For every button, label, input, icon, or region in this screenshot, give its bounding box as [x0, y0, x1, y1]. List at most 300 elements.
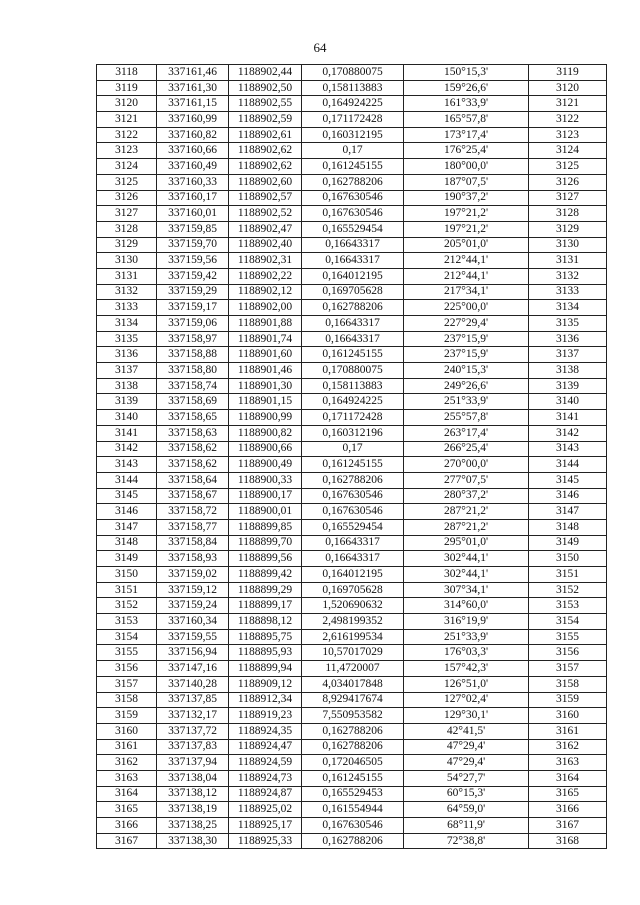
next-point-cell: 3121 [529, 96, 607, 112]
direction-angle-cell: 205°01,0' [404, 237, 529, 253]
x-coordinate-cell: 337158,67 [157, 488, 229, 504]
table-row [97, 347, 607, 363]
y-coordinate-cell: 1188924,47 [229, 739, 302, 755]
distance-cell: 7,550953582 [302, 708, 404, 724]
table-row [97, 629, 607, 645]
coordinates-table [96, 64, 607, 849]
x-coordinate-cell: 337158,65 [157, 410, 229, 426]
y-coordinate-cell: 1188902,44 [229, 65, 302, 81]
point-number-cell: 3123 [97, 143, 157, 159]
y-coordinate-cell: 1188902,22 [229, 268, 302, 284]
x-coordinate-cell: 337137,94 [157, 755, 229, 771]
next-point-cell: 3160 [529, 708, 607, 724]
direction-angle-cell: 197°21,2' [404, 206, 529, 222]
table-row [97, 253, 607, 269]
direction-angle-cell: 127°02,4' [404, 692, 529, 708]
next-point-cell: 3136 [529, 331, 607, 347]
point-number-cell: 3141 [97, 425, 157, 441]
distance-cell: 0,16643317 [302, 551, 404, 567]
y-coordinate-cell: 1188900,17 [229, 488, 302, 504]
table-row [97, 394, 607, 410]
x-coordinate-cell: 337159,56 [157, 253, 229, 269]
table-row [97, 535, 607, 551]
distance-cell: 0,164012195 [302, 268, 404, 284]
y-coordinate-cell: 1188899,85 [229, 519, 302, 535]
direction-angle-cell: 197°21,2' [404, 221, 529, 237]
x-coordinate-cell: 337138,25 [157, 818, 229, 834]
distance-cell: 2,616199534 [302, 629, 404, 645]
point-number-cell: 3125 [97, 174, 157, 190]
next-point-cell: 3146 [529, 488, 607, 504]
direction-angle-cell: 176°03,3' [404, 645, 529, 661]
table-row [97, 833, 607, 849]
direction-angle-cell: 277°07,5' [404, 472, 529, 488]
point-number-cell: 3160 [97, 723, 157, 739]
x-coordinate-cell: 337140,28 [157, 676, 229, 692]
next-point-cell: 3148 [529, 519, 607, 535]
point-number-cell: 3163 [97, 770, 157, 786]
direction-angle-cell: 159°26,6' [404, 80, 529, 96]
point-number-cell: 3146 [97, 504, 157, 520]
y-coordinate-cell: 1188900,99 [229, 410, 302, 426]
distance-cell: 0,162788206 [302, 174, 404, 190]
next-point-cell: 3157 [529, 661, 607, 677]
direction-angle-cell: 225°00,0' [404, 300, 529, 316]
direction-angle-cell: 237°15,9' [404, 347, 529, 363]
point-number-cell: 3152 [97, 598, 157, 614]
direction-angle-cell: 249°26,6' [404, 378, 529, 394]
distance-cell: 0,169705628 [302, 582, 404, 598]
y-coordinate-cell: 1188924,35 [229, 723, 302, 739]
point-number-cell: 3130 [97, 253, 157, 269]
direction-angle-cell: 302°44,1' [404, 567, 529, 583]
next-point-cell: 3159 [529, 692, 607, 708]
x-coordinate-cell: 337161,15 [157, 96, 229, 112]
y-coordinate-cell: 1188909,12 [229, 676, 302, 692]
distance-cell: 0,171172428 [302, 410, 404, 426]
point-number-cell: 3166 [97, 818, 157, 834]
point-number-cell: 3136 [97, 347, 157, 363]
direction-angle-cell: 72°38,8' [404, 833, 529, 849]
direction-angle-cell: 302°44,1' [404, 551, 529, 567]
x-coordinate-cell: 337161,46 [157, 65, 229, 81]
y-coordinate-cell: 1188902,47 [229, 221, 302, 237]
table-row [97, 112, 607, 128]
y-coordinate-cell: 1188900,82 [229, 425, 302, 441]
y-coordinate-cell: 1188902,52 [229, 206, 302, 222]
distance-cell: 0,17 [302, 441, 404, 457]
table-row [97, 425, 607, 441]
table-row [97, 519, 607, 535]
point-number-cell: 3120 [97, 96, 157, 112]
next-point-cell: 3124 [529, 143, 607, 159]
direction-angle-cell: 287°21,2' [404, 504, 529, 520]
distance-cell: 0,164924225 [302, 96, 404, 112]
direction-angle-cell: 314°60,0' [404, 598, 529, 614]
direction-angle-cell: 287°21,2' [404, 519, 529, 535]
y-coordinate-cell: 1188902,00 [229, 300, 302, 316]
table-row [97, 316, 607, 332]
point-number-cell: 3153 [97, 614, 157, 630]
distance-cell: 0,162788206 [302, 723, 404, 739]
distance-cell: 0,160312195 [302, 127, 404, 143]
next-point-cell: 3122 [529, 112, 607, 128]
next-point-cell: 3140 [529, 394, 607, 410]
direction-angle-cell: 295°01,0' [404, 535, 529, 551]
next-point-cell: 3158 [529, 676, 607, 692]
next-point-cell: 3162 [529, 739, 607, 755]
x-coordinate-cell: 337158,74 [157, 378, 229, 394]
x-coordinate-cell: 337158,77 [157, 519, 229, 535]
next-point-cell: 3138 [529, 363, 607, 379]
point-number-cell: 3155 [97, 645, 157, 661]
x-coordinate-cell: 337159,42 [157, 268, 229, 284]
point-number-cell: 3144 [97, 472, 157, 488]
table-row [97, 770, 607, 786]
next-point-cell: 3132 [529, 268, 607, 284]
y-coordinate-cell: 1188924,73 [229, 770, 302, 786]
distance-cell: 0,169705628 [302, 284, 404, 300]
next-point-cell: 3152 [529, 582, 607, 598]
point-number-cell: 3135 [97, 331, 157, 347]
next-point-cell: 3147 [529, 504, 607, 520]
y-coordinate-cell: 1188901,60 [229, 347, 302, 363]
table-row [97, 504, 607, 520]
point-number-cell: 3119 [97, 80, 157, 96]
direction-angle-cell: 54°27,7' [404, 770, 529, 786]
y-coordinate-cell: 1188919,23 [229, 708, 302, 724]
table-row [97, 723, 607, 739]
next-point-cell: 3164 [529, 770, 607, 786]
x-coordinate-cell: 337158,80 [157, 363, 229, 379]
distance-cell: 0,17 [302, 143, 404, 159]
point-number-cell: 3157 [97, 676, 157, 692]
next-point-cell: 3143 [529, 441, 607, 457]
table-row [97, 190, 607, 206]
direction-angle-cell: 212°44,1' [404, 253, 529, 269]
point-number-cell: 3151 [97, 582, 157, 598]
direction-angle-cell: 212°44,1' [404, 268, 529, 284]
table-row [97, 598, 607, 614]
point-number-cell: 3167 [97, 833, 157, 849]
table-row [97, 410, 607, 426]
point-number-cell: 3150 [97, 567, 157, 583]
point-number-cell: 3148 [97, 535, 157, 551]
y-coordinate-cell: 1188902,55 [229, 96, 302, 112]
point-number-cell: 3165 [97, 802, 157, 818]
y-coordinate-cell: 1188899,42 [229, 567, 302, 583]
y-coordinate-cell: 1188902,62 [229, 143, 302, 159]
distance-cell: 10,57017029 [302, 645, 404, 661]
y-coordinate-cell: 1188895,75 [229, 629, 302, 645]
point-number-cell: 3145 [97, 488, 157, 504]
distance-cell: 0,167630546 [302, 818, 404, 834]
y-coordinate-cell: 1188902,31 [229, 253, 302, 269]
coordinates-table-body [97, 65, 607, 849]
direction-angle-cell: 157°42,3' [404, 661, 529, 677]
distance-cell: 0,161554944 [302, 802, 404, 818]
distance-cell: 0,164012195 [302, 567, 404, 583]
y-coordinate-cell: 1188901,30 [229, 378, 302, 394]
table-row [97, 65, 607, 81]
direction-angle-cell: 280°37,2' [404, 488, 529, 504]
y-coordinate-cell: 1188925,17 [229, 818, 302, 834]
x-coordinate-cell: 337138,30 [157, 833, 229, 849]
table-row [97, 363, 607, 379]
x-coordinate-cell: 337158,62 [157, 441, 229, 457]
distance-cell: 0,167630546 [302, 190, 404, 206]
next-point-cell: 3167 [529, 818, 607, 834]
y-coordinate-cell: 1188902,50 [229, 80, 302, 96]
point-number-cell: 3137 [97, 363, 157, 379]
next-point-cell: 3155 [529, 629, 607, 645]
x-coordinate-cell: 337160,82 [157, 127, 229, 143]
table-row [97, 676, 607, 692]
point-number-cell: 3142 [97, 441, 157, 457]
next-point-cell: 3150 [529, 551, 607, 567]
direction-angle-cell: 42°41,5' [404, 723, 529, 739]
next-point-cell: 3126 [529, 174, 607, 190]
page-number: 64 [313, 40, 327, 55]
next-point-cell: 3142 [529, 425, 607, 441]
point-number-cell: 3128 [97, 221, 157, 237]
x-coordinate-cell: 337158,64 [157, 472, 229, 488]
x-coordinate-cell: 337138,04 [157, 770, 229, 786]
x-coordinate-cell: 337159,29 [157, 284, 229, 300]
point-number-cell: 3138 [97, 378, 157, 394]
table-row [97, 755, 607, 771]
y-coordinate-cell: 1188912,34 [229, 692, 302, 708]
distance-cell: 0,162788206 [302, 739, 404, 755]
next-point-cell: 3151 [529, 567, 607, 583]
direction-angle-cell: 173°17,4' [404, 127, 529, 143]
direction-angle-cell: 150°15,3' [404, 65, 529, 81]
distance-cell: 0,171172428 [302, 112, 404, 128]
table-row [97, 127, 607, 143]
distance-cell: 0,165529454 [302, 221, 404, 237]
x-coordinate-cell: 337158,62 [157, 457, 229, 473]
x-coordinate-cell: 337158,93 [157, 551, 229, 567]
point-number-cell: 3156 [97, 661, 157, 677]
direction-angle-cell: 251°33,9' [404, 629, 529, 645]
next-point-cell: 3145 [529, 472, 607, 488]
x-coordinate-cell: 337159,02 [157, 567, 229, 583]
point-number-cell: 3118 [97, 65, 157, 81]
distance-cell: 2,498199352 [302, 614, 404, 630]
point-number-cell: 3121 [97, 112, 157, 128]
x-coordinate-cell: 337159,55 [157, 629, 229, 645]
x-coordinate-cell: 337137,83 [157, 739, 229, 755]
distance-cell: 0,162788206 [302, 833, 404, 849]
x-coordinate-cell: 337160,17 [157, 190, 229, 206]
y-coordinate-cell: 1188899,94 [229, 661, 302, 677]
x-coordinate-cell: 337158,72 [157, 504, 229, 520]
y-coordinate-cell: 1188902,40 [229, 237, 302, 253]
table-row [97, 567, 607, 583]
table-row [97, 268, 607, 284]
direction-angle-cell: 64°59,0' [404, 802, 529, 818]
table-row [97, 96, 607, 112]
distance-cell: 0,161245155 [302, 347, 404, 363]
y-coordinate-cell: 1188895,93 [229, 645, 302, 661]
x-coordinate-cell: 337159,06 [157, 316, 229, 332]
direction-angle-cell: 227°29,4' [404, 316, 529, 332]
table-row [97, 802, 607, 818]
distance-cell: 0,172046505 [302, 755, 404, 771]
point-number-cell: 3131 [97, 268, 157, 284]
table-row [97, 331, 607, 347]
distance-cell: 0,164924225 [302, 394, 404, 410]
table-row [97, 692, 607, 708]
x-coordinate-cell: 337132,17 [157, 708, 229, 724]
y-coordinate-cell: 1188898,12 [229, 614, 302, 630]
y-coordinate-cell: 1188899,70 [229, 535, 302, 551]
point-number-cell: 3140 [97, 410, 157, 426]
x-coordinate-cell: 337158,88 [157, 347, 229, 363]
x-coordinate-cell: 337159,24 [157, 598, 229, 614]
distance-cell: 0,162788206 [302, 300, 404, 316]
x-coordinate-cell: 337156,94 [157, 645, 229, 661]
next-point-cell: 3163 [529, 755, 607, 771]
next-point-cell: 3129 [529, 221, 607, 237]
distance-cell: 0,16643317 [302, 253, 404, 269]
direction-angle-cell: 180°00,0' [404, 159, 529, 175]
distance-cell: 0,170880075 [302, 65, 404, 81]
y-coordinate-cell: 1188902,62 [229, 159, 302, 175]
table-row [97, 786, 607, 802]
table-row [97, 237, 607, 253]
next-point-cell: 3135 [529, 316, 607, 332]
direction-angle-cell: 255°57,8' [404, 410, 529, 426]
table-row [97, 818, 607, 834]
point-number-cell: 3158 [97, 692, 157, 708]
next-point-cell: 3123 [529, 127, 607, 143]
x-coordinate-cell: 337158,84 [157, 535, 229, 551]
direction-angle-cell: 251°33,9' [404, 394, 529, 410]
y-coordinate-cell: 1188924,87 [229, 786, 302, 802]
distance-cell: 0,16643317 [302, 237, 404, 253]
direction-angle-cell: 165°57,8' [404, 112, 529, 128]
direction-angle-cell: 68°11,9' [404, 818, 529, 834]
direction-angle-cell: 217°34,1' [404, 284, 529, 300]
table-row [97, 582, 607, 598]
y-coordinate-cell: 1188902,59 [229, 112, 302, 128]
y-coordinate-cell: 1188899,56 [229, 551, 302, 567]
next-point-cell: 3119 [529, 65, 607, 81]
next-point-cell: 3120 [529, 80, 607, 96]
direction-angle-cell: 263°17,4' [404, 425, 529, 441]
direction-angle-cell: 266°25,4' [404, 441, 529, 457]
distance-cell: 0,167630546 [302, 488, 404, 504]
next-point-cell: 3131 [529, 253, 607, 269]
distance-cell: 0,167630546 [302, 206, 404, 222]
y-coordinate-cell: 1188900,33 [229, 472, 302, 488]
next-point-cell: 3161 [529, 723, 607, 739]
direction-angle-cell: 126°51,0' [404, 676, 529, 692]
distance-cell: 0,158113883 [302, 378, 404, 394]
distance-cell: 0,161245155 [302, 457, 404, 473]
next-point-cell: 3137 [529, 347, 607, 363]
y-coordinate-cell: 1188899,17 [229, 598, 302, 614]
point-number-cell: 3129 [97, 237, 157, 253]
x-coordinate-cell: 337138,19 [157, 802, 229, 818]
next-point-cell: 3149 [529, 535, 607, 551]
distance-cell: 0,165529454 [302, 519, 404, 535]
point-number-cell: 3162 [97, 755, 157, 771]
direction-angle-cell: 47°29,4' [404, 755, 529, 771]
next-point-cell: 3134 [529, 300, 607, 316]
x-coordinate-cell: 337160,49 [157, 159, 229, 175]
x-coordinate-cell: 337147,16 [157, 661, 229, 677]
direction-angle-cell: 176°25,4' [404, 143, 529, 159]
next-point-cell: 3153 [529, 598, 607, 614]
y-coordinate-cell: 1188901,15 [229, 394, 302, 410]
point-number-cell: 3124 [97, 159, 157, 175]
table-row [97, 488, 607, 504]
direction-angle-cell: 240°15,3' [404, 363, 529, 379]
y-coordinate-cell: 1188924,59 [229, 755, 302, 771]
point-number-cell: 3132 [97, 284, 157, 300]
distance-cell: 0,167630546 [302, 504, 404, 520]
table-row [97, 739, 607, 755]
table-row [97, 143, 607, 159]
point-number-cell: 3139 [97, 394, 157, 410]
point-number-cell: 3133 [97, 300, 157, 316]
y-coordinate-cell: 1188901,74 [229, 331, 302, 347]
y-coordinate-cell: 1188902,60 [229, 174, 302, 190]
y-coordinate-cell: 1188925,33 [229, 833, 302, 849]
distance-cell: 4,034017848 [302, 676, 404, 692]
table-row [97, 378, 607, 394]
distance-cell: 1,520690632 [302, 598, 404, 614]
point-number-cell: 3147 [97, 519, 157, 535]
next-point-cell: 3127 [529, 190, 607, 206]
x-coordinate-cell: 337158,69 [157, 394, 229, 410]
x-coordinate-cell: 337159,85 [157, 221, 229, 237]
distance-cell: 0,170880075 [302, 363, 404, 379]
distance-cell: 8,929417674 [302, 692, 404, 708]
point-number-cell: 3149 [97, 551, 157, 567]
direction-angle-cell: 60°15,3' [404, 786, 529, 802]
direction-angle-cell: 316°19,9' [404, 614, 529, 630]
distance-cell: 0,16643317 [302, 535, 404, 551]
point-number-cell: 3126 [97, 190, 157, 206]
x-coordinate-cell: 337160,66 [157, 143, 229, 159]
table-row [97, 300, 607, 316]
distance-cell: 0,165529453 [302, 786, 404, 802]
table-row [97, 221, 607, 237]
y-coordinate-cell: 1188900,66 [229, 441, 302, 457]
x-coordinate-cell: 337158,63 [157, 425, 229, 441]
table-row [97, 206, 607, 222]
next-point-cell: 3154 [529, 614, 607, 630]
table-row [97, 441, 607, 457]
x-coordinate-cell: 337160,33 [157, 174, 229, 190]
table-row [97, 472, 607, 488]
next-point-cell: 3168 [529, 833, 607, 849]
y-coordinate-cell: 1188900,01 [229, 504, 302, 520]
y-coordinate-cell: 1188899,29 [229, 582, 302, 598]
x-coordinate-cell: 337137,85 [157, 692, 229, 708]
distance-cell: 11,4720007 [302, 661, 404, 677]
table-row [97, 457, 607, 473]
table-row [97, 284, 607, 300]
direction-angle-cell: 270°00,0' [404, 457, 529, 473]
direction-angle-cell: 237°15,9' [404, 331, 529, 347]
y-coordinate-cell: 1188902,12 [229, 284, 302, 300]
distance-cell: 0,161245155 [302, 159, 404, 175]
distance-cell: 0,160312196 [302, 425, 404, 441]
